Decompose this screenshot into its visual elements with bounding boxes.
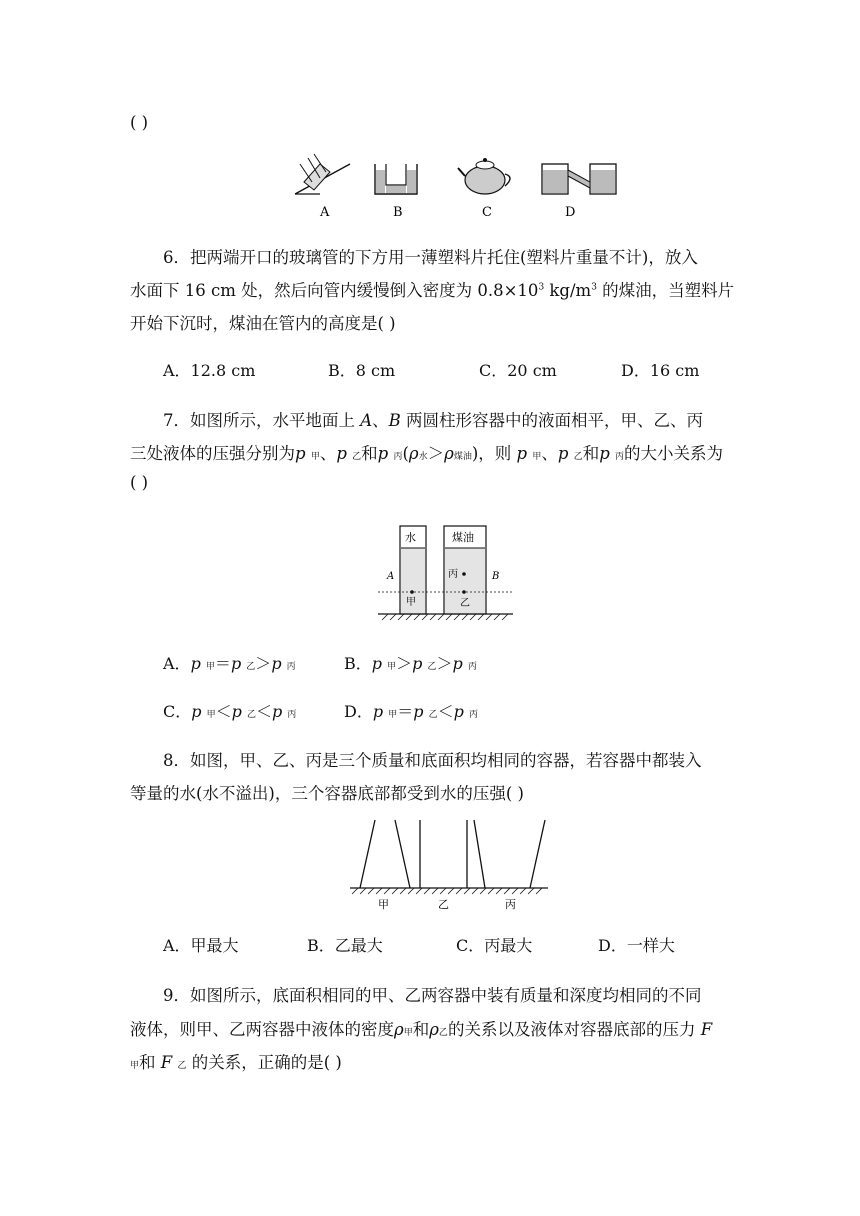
q6-option-b[interactable]: B．8 cm <box>328 361 396 380</box>
q7-figure <box>378 522 518 622</box>
q7-fig-oil: 煤油 <box>452 531 474 544</box>
q8-line1: 8．如图，甲、乙、丙是三个质量和底面积均相同的容器，若容器中都装入 <box>163 751 702 770</box>
q8-fig-bing: 丙 <box>505 898 516 911</box>
q8-fig-jia: 甲 <box>378 898 389 911</box>
q5-bracket: ( ) <box>130 113 149 132</box>
q8-line2: 等量的水(水不溢出)，三个容器底部都受到水的压强( ) <box>130 784 524 803</box>
q7-fig-a: A <box>387 571 395 582</box>
q8-figure <box>350 818 550 913</box>
q7-option-d[interactable]: D．p 甲＝p 乙＜p 丙 <box>344 702 478 721</box>
q7-line2: 三处液体的压强分别为p 甲、p 乙和p 丙(ρ水＞ρ煤油)，则 p 甲、p 乙和p 丙的大小关系为 <box>130 444 724 463</box>
fig-label-b: B <box>393 205 403 220</box>
q8-option-d[interactable]: D．一样大 <box>598 936 675 955</box>
fig-label-c: C <box>482 205 492 220</box>
fig-c-teapot <box>458 158 510 194</box>
q9-line2: 液体，则甲、乙两容器中液体的密度ρ甲和ρ乙的关系以及液体对容器底部的压力 F <box>130 1020 713 1039</box>
q7-option-a[interactable]: A．p 甲＝p 乙＞p 丙 <box>163 654 296 673</box>
q7-fig-bing: 丙 <box>448 569 458 580</box>
q9-line1: 9．如图所示，底面积相同的甲、乙两容器中装有质量和深度均相同的不同 <box>163 986 702 1005</box>
q7-option-c[interactable]: C．p 甲＜p 乙＜p 丙 <box>163 702 297 721</box>
q7-fig-water: 水 <box>405 531 416 544</box>
q7-line1: 7．如图所示，水平地面上 A、B 两圆柱形容器中的液面相平，甲、乙、丙 <box>163 411 704 430</box>
q6-line2: 水面下 16 cm 处，然后向管内缓慢倒入密度为 $0.8\times 10^3$ $kg/m^3$ 的煤油，当塑料片 <box>130 281 735 300</box>
q6-option-a[interactable]: A．12.8 cm <box>163 361 256 380</box>
q6-line3: 开始下沉时，煤油在管内的高度是( ) <box>130 314 396 333</box>
q9-line3: 甲和 F 乙 的关系，正确的是( ) <box>130 1053 342 1072</box>
fig-b-u-tube <box>375 164 417 194</box>
q6-option-d[interactable]: D．16 cm <box>621 361 700 380</box>
q7-fig-b: B <box>492 571 500 582</box>
fig-label-a: A <box>320 205 330 220</box>
fig-d-connected-vessels <box>542 164 616 194</box>
q8-fig-yi: 乙 <box>438 898 449 911</box>
q7-fig-yi: 乙 <box>460 598 470 609</box>
q6-option-c[interactable]: C．20 cm <box>479 361 557 380</box>
q7-option-b[interactable]: B．p 甲＞p 乙＞p 丙 <box>344 654 477 673</box>
fig-a-slope-tube <box>295 154 350 194</box>
q8-option-c[interactable]: C．丙最大 <box>456 936 533 955</box>
q5-figure <box>290 152 620 222</box>
q7-fig-jia: 甲 <box>406 597 416 608</box>
fig-label-d: D <box>565 205 576 220</box>
q8-option-b[interactable]: B．乙最大 <box>307 936 383 955</box>
q8-option-a[interactable]: A．甲最大 <box>163 936 239 955</box>
q6-line1: 6．把两端开口的玻璃管的下方用一薄塑料片托住(塑料片重量不计)，放入 <box>163 248 698 267</box>
q7-bracket: ( ) <box>130 473 149 492</box>
